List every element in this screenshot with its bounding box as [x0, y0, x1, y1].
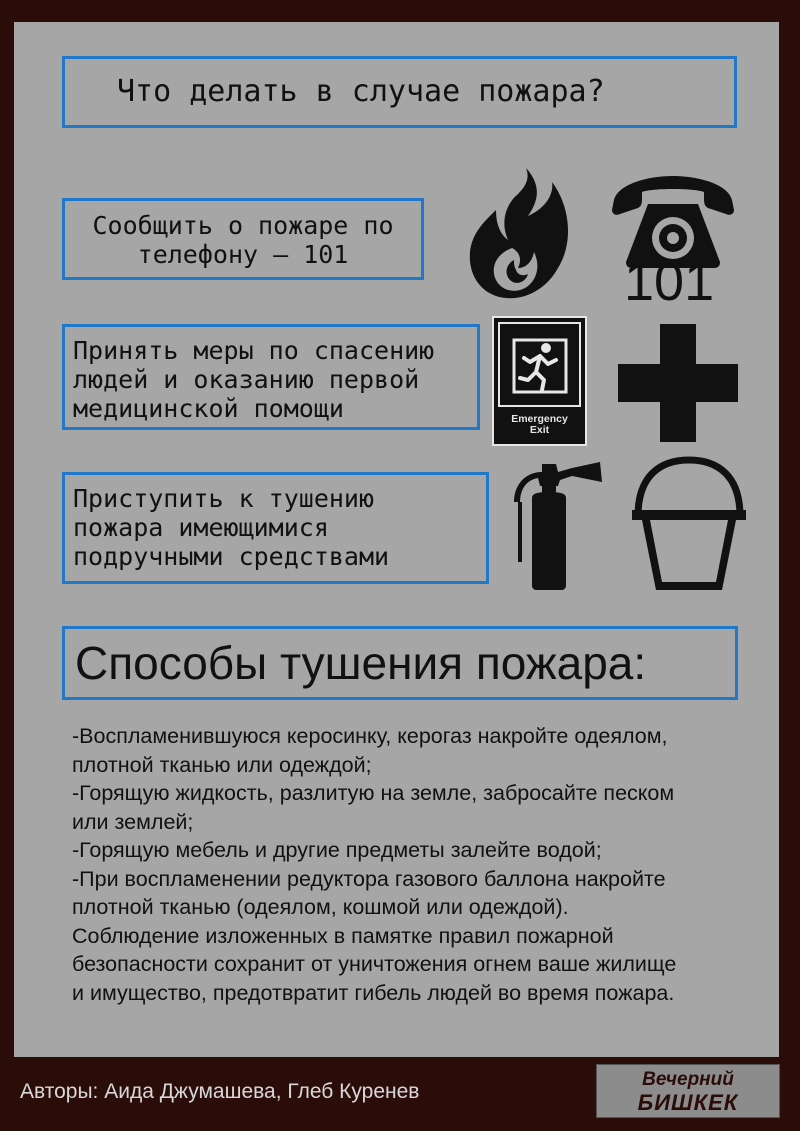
logo — [596, 1064, 780, 1118]
step-line: медицинской помощи — [73, 394, 344, 423]
step-rescue-people — [62, 324, 480, 430]
methods-line: плотной тканью (одеялом, кошмой или одеждой). — [72, 895, 569, 919]
methods-line: -При воспламенении редуктора газового баллона накройте — [72, 866, 666, 891]
exit-label-line: Emergency — [511, 413, 568, 425]
first-aid-cross-icon — [618, 324, 738, 442]
fire-icon — [466, 164, 571, 304]
exit-label — [494, 414, 585, 436]
page-title: Что делать в случае пожара? — [62, 56, 737, 128]
bucket-icon — [630, 456, 748, 592]
phone-number: 101 — [624, 252, 715, 312]
step-line: людей и оказанию первой — [73, 365, 420, 394]
logo-line: Вечерний — [642, 1069, 734, 1090]
step-extinguish — [62, 472, 489, 584]
methods-line: Соблюдение изложенных в памятке правил пожарной — [72, 923, 614, 948]
methods-line: плотной тканью или одеждой; — [72, 752, 372, 777]
exit-label-line: Exit — [529, 424, 550, 436]
methods-line: -Горящую жидкость, разлитую на земле, забросайте песком — [72, 781, 675, 805]
step-line: Сообщить о пожаре по — [92, 211, 394, 240]
methods-line: и имущество, предотвратит гибель людей во время пожара. — [72, 980, 675, 1005]
step-line: подручными средствами — [73, 542, 390, 571]
methods-line: -Воспламенившуюся керосинку, керогаз накройте одеялом, — [72, 724, 668, 748]
methods-text — [72, 722, 772, 1007]
methods-line: безопасности сохранит от уничтожения огнем ваше жилище — [72, 952, 677, 976]
methods-heading: Способы тушения пожара: — [62, 626, 738, 700]
exit-panel — [498, 322, 581, 407]
step-report-fire — [62, 198, 424, 280]
fire-extinguisher-icon — [512, 458, 604, 590]
methods-line: -Горящую мебель и другие предметы залейте водой; — [72, 838, 602, 862]
step-line: телефону – 101 — [137, 240, 349, 269]
running-man-icon — [500, 324, 579, 405]
emergency-exit-icon — [492, 316, 587, 446]
authors-credit: Авторы: Аида Джумашева, Глеб Куренев — [20, 1080, 420, 1103]
methods-line: или землей; — [72, 809, 194, 834]
step-line: Принять меры по спасению — [73, 336, 435, 365]
poster — [14, 22, 779, 1057]
step-line: пожара имеющимися — [73, 513, 329, 542]
logo-line: БИШКЕК — [637, 1090, 739, 1115]
step-line: Приступить к тушению — [73, 484, 375, 513]
